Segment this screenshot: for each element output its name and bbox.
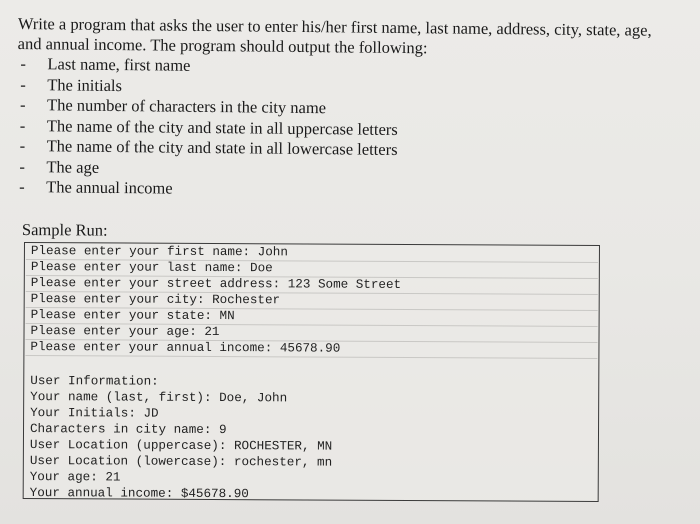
- console-input-line: Please enter your annual income: 45678.90: [25, 339, 597, 359]
- sample-run-label: Sample Run:: [21, 220, 108, 240]
- prompt-intro-line-2: and annual income. The program should output the following:: [17, 33, 428, 58]
- requirement-text: Last name, first name: [47, 54, 191, 75]
- console-output-line: User Location (uppercase): ROCHESTER, MN: [29, 438, 333, 454]
- list-dash: -: [20, 74, 26, 94]
- list-dash: -: [19, 156, 26, 176]
- requirement-text: The number of characters in the city name: [46, 95, 327, 118]
- sample-run-console: [23, 242, 600, 502]
- requirements-list: [16, 54, 697, 205]
- list-dash: -: [19, 136, 26, 156]
- console-output-line: Your annual income: $45678.90: [29, 486, 249, 502]
- requirement-text: The name of the city and state in all lowercase letters: [46, 136, 398, 159]
- assignment-prompt: [16, 14, 698, 205]
- requirement-text: The initials: [47, 74, 123, 95]
- console-output-line: User Information:: [30, 374, 159, 389]
- console-output-line: Your name (last, first): Doe, John: [30, 390, 288, 406]
- console-input-line: Please enter your street address: 123 Some Street: [26, 275, 598, 295]
- console-output-line: Your Initials: JD: [30, 406, 159, 421]
- console-input-line: Please enter your age: 21: [25, 323, 597, 343]
- requirement-text: The name of the city and state in all uppercase letters: [46, 115, 398, 139]
- requirement-text: The age: [46, 156, 100, 177]
- prompt-intro-line-1: Write a program that asks the user to enter his/her first name, last name, address, city, state, age,: [17, 14, 652, 40]
- console-output-line: Characters in city name: 9: [29, 422, 227, 438]
- console-input-line: Please enter your first name: John: [26, 243, 598, 263]
- console-input-line: Please enter your city: Rochester: [26, 291, 598, 311]
- console-output-line: Your age: 21: [29, 470, 121, 485]
- console-output-line: User Location (lowercase): rochester, mn: [29, 454, 333, 470]
- list-dash: -: [19, 95, 26, 115]
- requirement-text: The annual income: [46, 177, 173, 198]
- console-input-line: Please enter your state: MN: [26, 307, 598, 327]
- list-dash: -: [20, 54, 27, 74]
- console-input-line: Please enter your last name: Doe: [26, 259, 598, 279]
- list-dash: -: [19, 115, 26, 135]
- list-dash: -: [19, 177, 25, 197]
